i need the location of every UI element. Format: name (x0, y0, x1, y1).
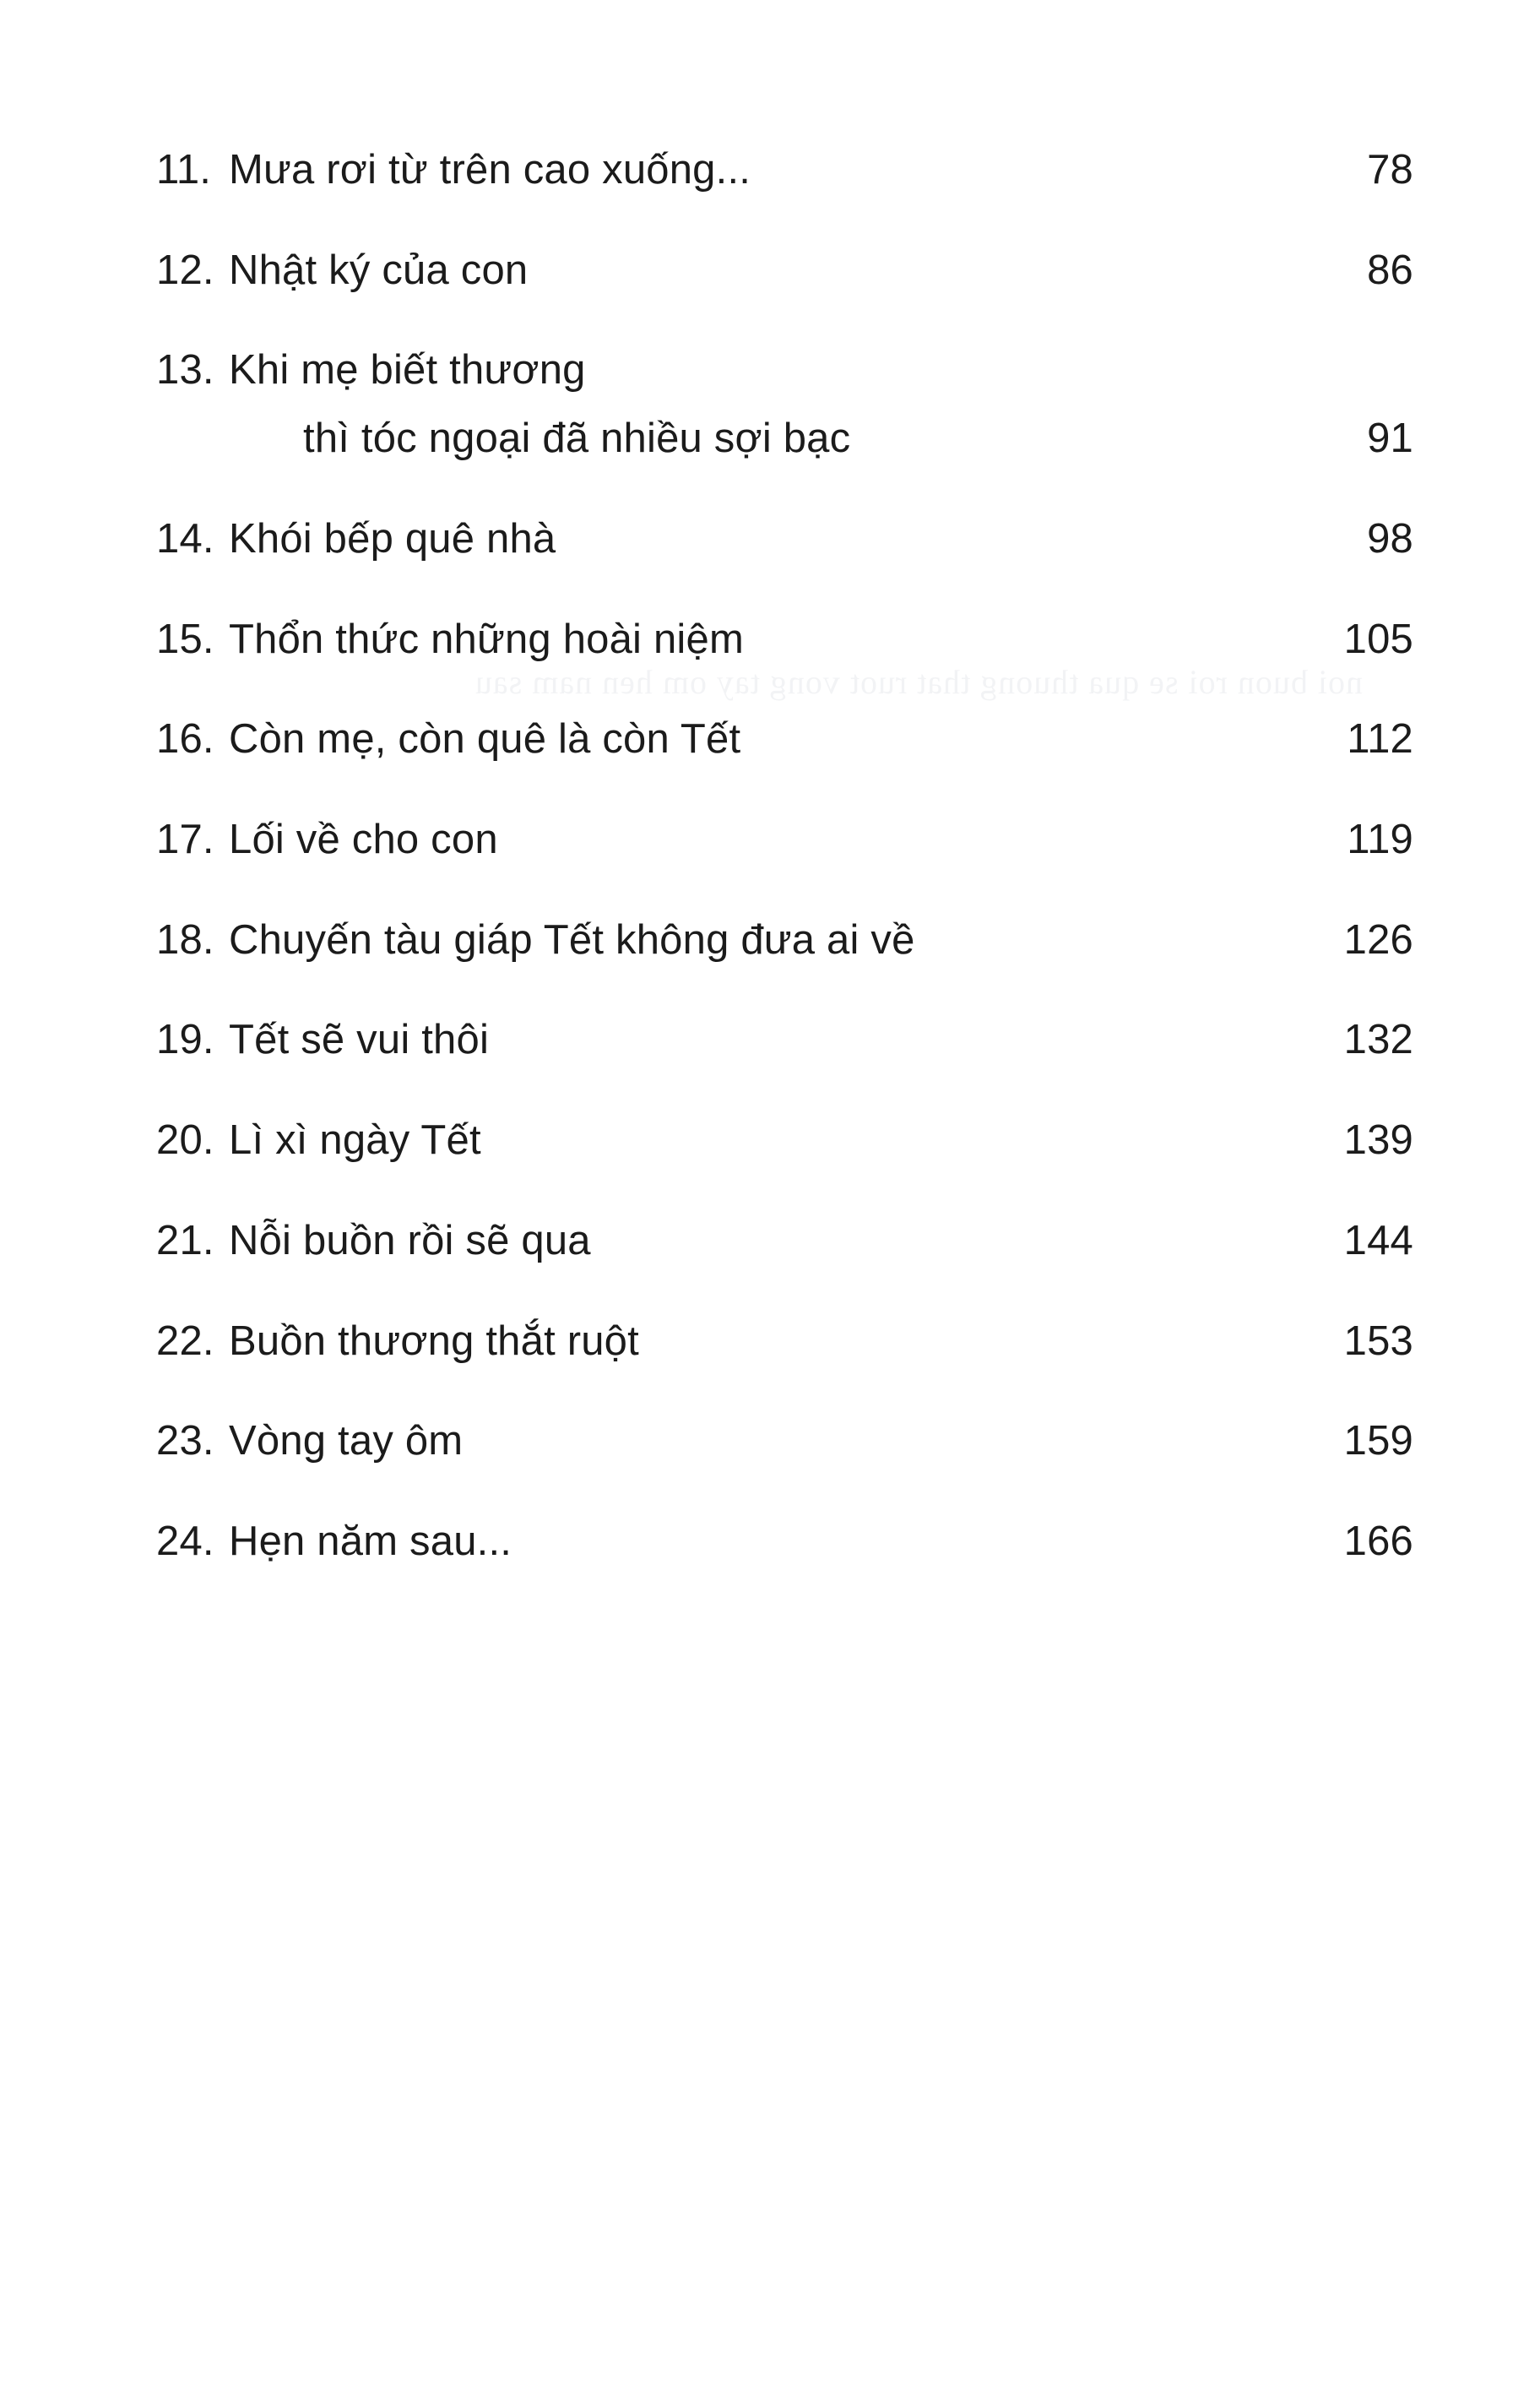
toc-entry-title-line1: Khói bếp quê nhà (229, 515, 556, 562)
toc-entry[interactable] (156, 1114, 1413, 1167)
toc-entry-page-number: 112 (1347, 716, 1413, 763)
toc-entry-number: 19. (156, 1017, 214, 1063)
toc-entry-page-number: 139 (1343, 1117, 1413, 1164)
toc-entry-title-line1: Mưa rơi từ trên cao xuống... (229, 147, 751, 193)
toc-entry-title-line1: Vòng tay ôm (229, 1418, 464, 1464)
toc-entry-page-number: 119 (1347, 817, 1413, 863)
toc-entry-title-line1: Hẹn năm sau... (229, 1518, 512, 1565)
toc-entry-text (156, 1515, 1304, 1568)
toc-entry-title (229, 1315, 1278, 1368)
toc-entry-title (229, 613, 1278, 666)
toc-entry-title (229, 513, 1278, 566)
toc-entry-number: 22. (156, 1317, 214, 1364)
toc-entry-title-line2: thì tóc ngoại đã nhiều sợi bạc (303, 416, 851, 462)
toc-entry-number: 17. (156, 817, 214, 863)
toc-entry-number: 11. (156, 147, 212, 193)
toc-entry-title (229, 144, 1278, 197)
toc-entry-text (156, 244, 1304, 297)
toc-entry-title-line1: Nhật ký của con (229, 247, 529, 293)
toc-entry-title (229, 813, 1278, 867)
toc-entry-title-line1: Lì xì ngày Tết (229, 1117, 481, 1164)
toc-entry-text (156, 344, 1304, 465)
toc-entry[interactable] (156, 1515, 1413, 1568)
toc-entry-title (229, 1415, 1278, 1468)
toc-entry-text (156, 1415, 1304, 1468)
toc-entry-title-line1: Nỗi buồn rồi sẽ qua (229, 1217, 591, 1263)
toc-entry-title (229, 1214, 1278, 1268)
toc-entry[interactable] (156, 914, 1413, 967)
toc-entry-title (229, 713, 1278, 766)
toc-entry-page-number: 126 (1343, 916, 1413, 963)
toc-entry-page-number: 159 (1343, 1418, 1413, 1464)
toc-entry-text (156, 713, 1304, 766)
toc-entry[interactable] (156, 513, 1413, 566)
toc-entry-number: 16. (156, 716, 214, 763)
toc-entry-title-line1: Khi mẹ biết thương (229, 347, 586, 394)
toc-entry-number: 24. (156, 1518, 214, 1565)
toc-entry-number: 15. (156, 616, 214, 662)
toc-entry[interactable] (156, 244, 1413, 297)
page-bleed-through: noi buon roi se qua thuong that ruot vong tay om hen nam sau (474, 663, 1363, 701)
toc-entry-title (229, 244, 1278, 297)
toc-entry-page-number: 105 (1343, 616, 1413, 662)
toc-entry-title (229, 1013, 1278, 1067)
toc-entry-page-number: 166 (1343, 1518, 1413, 1565)
toc-entry-number: 23. (156, 1418, 214, 1464)
toc-entry-number: 20. (156, 1117, 214, 1164)
toc-entry-title-line1: Còn mẹ, còn quê là còn Tết (229, 716, 741, 763)
toc-entry-page-number: 132 (1343, 1017, 1413, 1063)
toc-entry-text (156, 1114, 1304, 1167)
toc-entry-title-line1: Lối về cho con (229, 817, 498, 863)
toc-entry-page-number: 91 (1367, 416, 1413, 462)
toc-entry-title (229, 1114, 1278, 1167)
toc-entry-text (156, 1013, 1304, 1067)
toc-entry[interactable] (156, 1315, 1413, 1368)
toc-entry-page-number: 153 (1343, 1317, 1413, 1364)
toc-entry-page-number: 98 (1367, 515, 1413, 562)
toc-entry-title-line1: Thổn thức những hoài niệm (229, 616, 744, 662)
toc-entry[interactable] (156, 344, 1413, 465)
toc-entry-text (156, 513, 1304, 566)
toc-entry-page-number: 144 (1343, 1217, 1413, 1263)
toc-entry-title (229, 1515, 1278, 1568)
toc-entry[interactable] (156, 1214, 1413, 1268)
toc-entry-text (156, 1214, 1304, 1268)
toc-entry-number: 14. (156, 515, 214, 562)
toc-entry-number: 21. (156, 1217, 214, 1263)
toc-entry-text (156, 813, 1304, 867)
toc-entry-title-line1: Tết sẽ vui thôi (229, 1017, 490, 1063)
toc-entry[interactable] (156, 1013, 1413, 1067)
toc-entry-text (156, 144, 1304, 197)
toc-entry-page-number: 86 (1367, 247, 1413, 293)
toc-entry-title (229, 914, 1278, 967)
toc-entry[interactable] (156, 613, 1413, 666)
toc-entry[interactable] (156, 144, 1413, 197)
toc-entry-title-line1: Buồn thương thắt ruột (229, 1317, 639, 1364)
toc-entry-text (156, 613, 1304, 666)
toc-entry-page-number: 78 (1367, 147, 1413, 193)
toc-entry[interactable] (156, 713, 1413, 766)
toc-entry[interactable] (156, 1415, 1413, 1468)
toc-entry-number: 13. (156, 347, 214, 394)
toc-entry[interactable] (156, 813, 1413, 867)
toc-entry-number: 12. (156, 247, 214, 293)
toc-entry-title-line1: Chuyến tàu giáp Tết không đưa ai về (229, 916, 915, 963)
toc-entry-text (156, 914, 1304, 967)
toc-entry-number: 18. (156, 916, 214, 963)
toc-entry-title (229, 344, 1278, 465)
toc-entry-text (156, 1315, 1304, 1368)
